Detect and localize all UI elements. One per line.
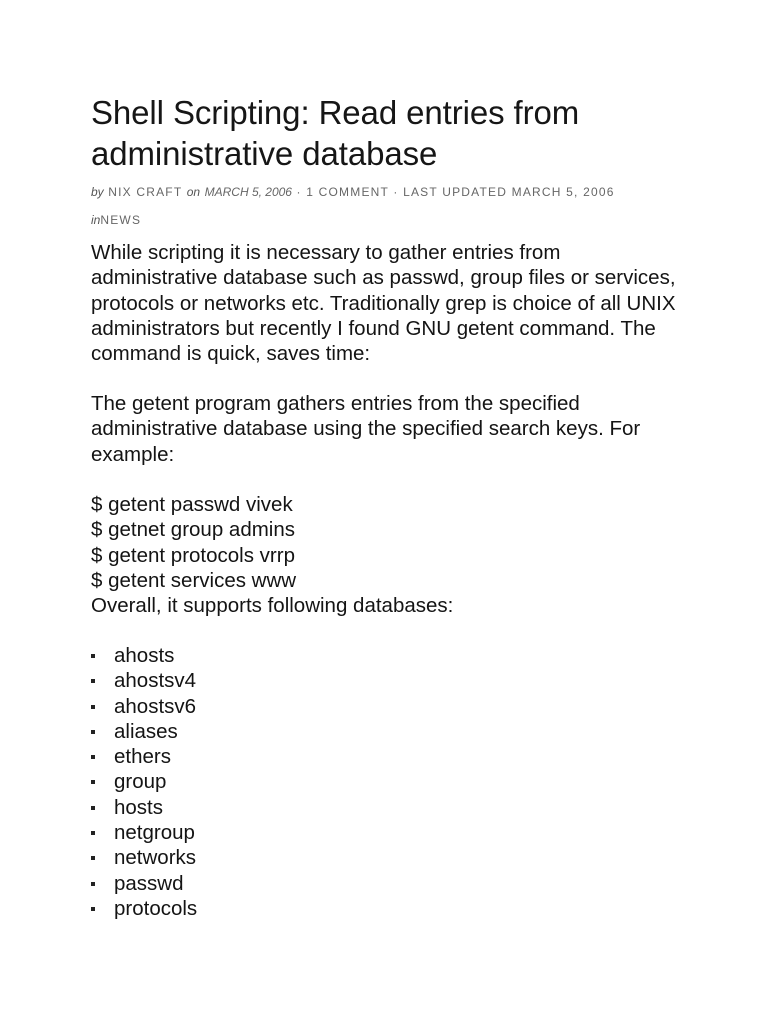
list-item [91, 744, 197, 769]
database-list [91, 643, 197, 921]
list-item [91, 845, 197, 870]
byline-by: by [91, 185, 104, 199]
database-name: aliases [114, 719, 178, 743]
bullet-icon [91, 705, 95, 709]
byline-separator: · [291, 185, 307, 199]
bullet-icon [91, 654, 95, 658]
command-line: $ getent services www [91, 568, 297, 592]
database-name: netgroup [114, 821, 195, 845]
byline-separator: · [388, 185, 404, 199]
list-item [91, 795, 197, 820]
database-name: group [114, 770, 167, 794]
author-link[interactable]: NIX CRAFT [108, 185, 183, 199]
command-line: $ getnet group admins [91, 518, 295, 542]
database-name: networks [114, 846, 197, 870]
comments-link[interactable]: 1 COMMENT [306, 185, 389, 199]
bullet-icon [91, 907, 95, 911]
database-name: ethers [114, 745, 171, 769]
database-name: protocols [114, 896, 198, 920]
list-item [91, 668, 197, 693]
bullet-icon [91, 730, 95, 734]
list-item [91, 871, 197, 896]
getent-paragraph: The getent program gathers entries from the specified administrative database using the specified search keys. For example: [91, 392, 641, 466]
last-updated: LAST UPDATED MARCH 5, 2006 [403, 185, 615, 199]
bullet-icon [91, 856, 95, 860]
list-item [91, 643, 197, 668]
bullet-icon [91, 755, 95, 759]
bullet-icon [91, 831, 95, 835]
byline [91, 184, 711, 200]
bullet-icon [91, 780, 95, 784]
bullet-icon [91, 679, 95, 683]
category-in: in [91, 213, 101, 227]
database-name: ahosts [114, 644, 175, 667]
list-item [91, 769, 197, 794]
list-item [91, 896, 197, 921]
list-item [91, 694, 197, 719]
command-line: $ getent protocols vrrp [91, 543, 295, 567]
category-line [91, 212, 711, 228]
database-name: ahostsv4 [114, 669, 197, 693]
supports-text: Overall, it supports following databases: [91, 594, 454, 618]
database-name: ahostsv6 [114, 694, 197, 718]
category-link[interactable]: NEWS [100, 213, 142, 227]
database-name: hosts [114, 795, 163, 819]
publish-date: MARCH 5, 2006 [204, 185, 292, 199]
list-item [91, 820, 197, 845]
database-name: passwd [114, 871, 184, 895]
bullet-icon [91, 806, 95, 810]
article-title: Shell Scripting: Read entries from administrative database [91, 94, 580, 172]
command-examples [91, 492, 691, 618]
byline-on: on [186, 185, 201, 199]
command-line: $ getent passwd vivek [91, 493, 293, 516]
intro-paragraph: While scripting it is necessary to gather entries from administrative database such as passwd, group files or services, protocols or networks etc. Traditionally grep is choice of all UNIX administrators but recently I found GNU getent command. The command is quick, saves time: [91, 241, 676, 366]
list-item [91, 719, 197, 744]
bullet-icon [91, 882, 95, 886]
